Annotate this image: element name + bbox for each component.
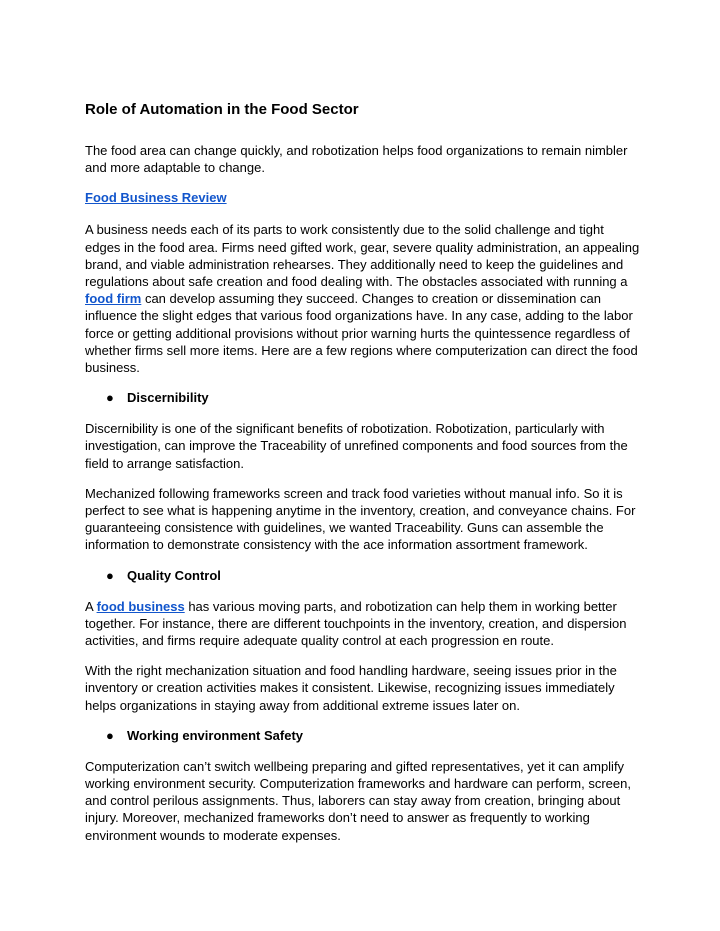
paragraph-4-text-before: A: [85, 598, 97, 614]
paragraph-4: [85, 598, 640, 650]
paragraph-1-text-before: A business needs each of its parts to work consistently due to the solid challenge and tight edges in the food area. Firms need gifted work, gear, severe quality administration, an appealing brand, and viable administration rehearses. They additionally need to keep the guidelines and regulations about safe creation and food dealing with. The obstacles associated with running a: [85, 222, 640, 290]
document-title: Role of Automation in the Food Sector: [85, 101, 359, 118]
intro-paragraph: The food area can change quickly, and robotization helps food organizations to remain nimbler and more adaptable to change.: [85, 143, 628, 176]
food-business-review-link-block: [85, 189, 640, 206]
food-business-review-link[interactable]: Food Business Review: [85, 190, 227, 206]
bullet-discernibility: [85, 389, 640, 406]
food-business-link[interactable]: food business: [96, 598, 185, 614]
paragraph-5: With the right mechanization situation and food handling hardware, seeing issues prior in the inventory or creation activities makes it consistent. Likewise, recognizing issues immediately helps organizations in staying away from additional extreme issues later on.: [85, 663, 617, 713]
paragraph-1: [85, 221, 640, 376]
bullet-dot-icon: ●: [106, 567, 114, 583]
document-page: [85, 100, 640, 857]
paragraph-1-text-after: can develop assuming they succeed. Changes to creation or dissemination can influence the slight edges that various food organizations have. In any case, adding to the labor force or getting additional provisions without prior warning hurts the quintessence regardless of whether firms sell more items. Here are a few regions where computerization can direct the food business.: [85, 291, 638, 376]
bullet-quality-control-label: Quality Control: [127, 567, 221, 583]
paragraph-6: Computerization can’t switch wellbeing preparing and gifted representatives, yet it can amplify working environment security. Computerization frameworks and hardware can perform, screen, and control perilous assignments. Thus, laborers can stay away from creation, bringing about injury. Moreover, mechanized frameworks don’t need to answer as frequently to working environment wounds to moderate expenses.: [85, 758, 631, 843]
bullet-discernibility-label: Discernibility: [127, 390, 209, 406]
bullet-quality-control: [85, 567, 640, 584]
food-firm-link[interactable]: food firm: [85, 291, 142, 307]
bullet-dot-icon: ●: [106, 727, 114, 743]
paragraph-4-text-after: has various moving parts, and robotization can help them in working better together. For instance, there are different touchpoints in the inventory, creation, and dispersion activities, and firms require adequate quality control at each progression en route.: [85, 598, 627, 649]
bullet-working-environment-safety-label: Working environment Safety: [127, 727, 304, 743]
paragraph-3: Mechanized following frameworks screen and track food varieties without manual info. So it is perfect to see what is happening anytime in the inventory, creation, and conveyance chains. For guaranteeing consistence with guidelines, we wanted Traceability. Guns can assemble the information to demonstrate consistency with the ace information assortment framework.: [85, 485, 636, 553]
bullet-working-environment-safety: [85, 727, 640, 744]
paragraph-2: Discernibility is one of the significant benefits of robotization. Robotization, particularly with investigation, can improve the Traceability of unrefined components and food sources from the field to arrange satisfaction.: [85, 421, 628, 471]
bullet-dot-icon: ●: [106, 390, 114, 406]
